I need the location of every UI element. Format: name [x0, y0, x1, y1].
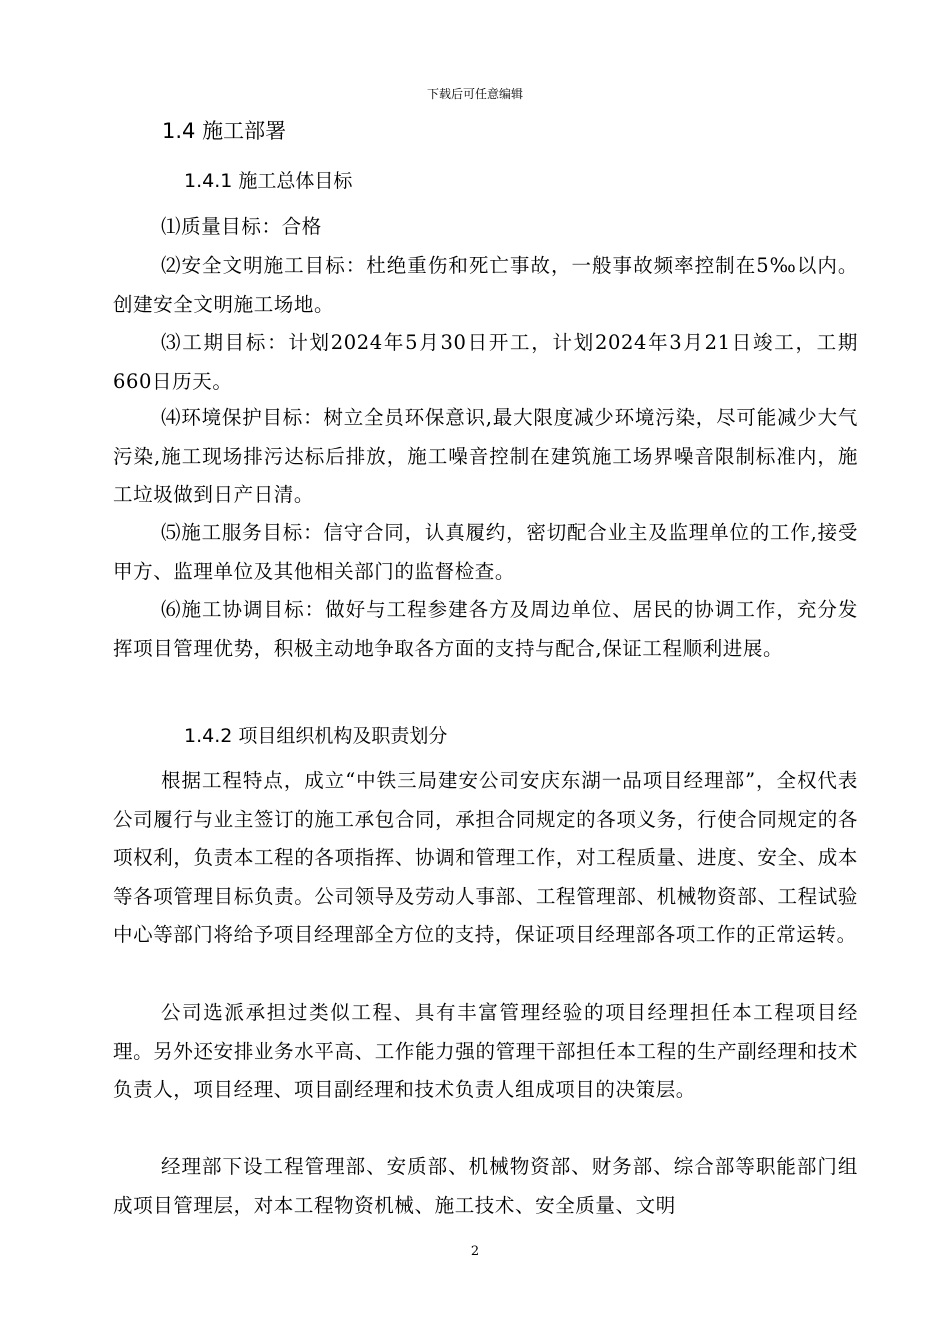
page-number: 2	[470, 1244, 480, 1259]
body-paragraph: 根据工程特点，成立“中铁三局建安公司安庆东湖一品项目经理部”，全权代表公司履行与业主签订的施工承包合同，承担合同规定的各项义务，行使合同规定的各项权利，负责本工程的各项指挥、协调和管理工作，对工程质量、进度、安全、成本等各项管理目标负责。公司领导及劳动人事部、工程管理部、机械物资部、工程试验中心等部门将给予项目经理部全方位的支持，保证项目经理部各项工作的正常运转。	[113, 769, 858, 946]
goal-item: ⑶工期目标：计划2024年5月30日开工，计划2024年3月21日竣工，工期660日历天。	[113, 331, 858, 393]
goal-item: ⑷环境保护目标：树立全员环保意识,最大限度减少环境污染，尽可能减少大气污染,施工现场排污达标后排放，施工噪音控制在建筑施工场界噪音限制标准内，施工垃圾做到日产日清。	[113, 406, 858, 506]
subsection-title-goals: 1.4.1 施工总体目标	[184, 170, 353, 192]
section-title: 1.4 施工部署	[162, 119, 287, 143]
goal-item: ⑴质量目标：合格	[161, 215, 322, 238]
page-header: 下载后可任意编辑	[426, 87, 523, 101]
goal-item: ⑸施工服务目标：信守合同，认真履约，密切配合业主及监理单位的工作,接受甲方、监理单位及其他相关部门的监督检查。	[113, 521, 858, 583]
goal-item: ⑵安全文明施工目标：杜绝重伤和死亡事故，一般事故频率控制在5‰以内。创建安全文明施工场地。	[113, 254, 858, 316]
goal-item: ⑹施工协调目标：做好与工程参建各方及周边单位、居民的协调工作，充分发挥项目管理优势，积极主动地争取各方面的支持与配合,保证工程顺利进展。	[113, 598, 858, 660]
subsection-title-organization: 1.4.2 项目组织机构及职责划分	[184, 725, 448, 747]
body-paragraph: 公司选派承担过类似工程、具有丰富管理经验的项目经理担任本工程项目经理。另外还安排业务水平高、工作能力强的管理干部担任本工程的生产副经理和技术负责人，项目经理、项目副经理和技术负责人组成项目的决策层。	[113, 1001, 858, 1101]
body-paragraph: 经理部下设工程管理部、安质部、机械物资部、财务部、综合部等职能部门组成项目管理层，对本工程物资机械、施工技术、安全质量、文明	[113, 1155, 858, 1217]
